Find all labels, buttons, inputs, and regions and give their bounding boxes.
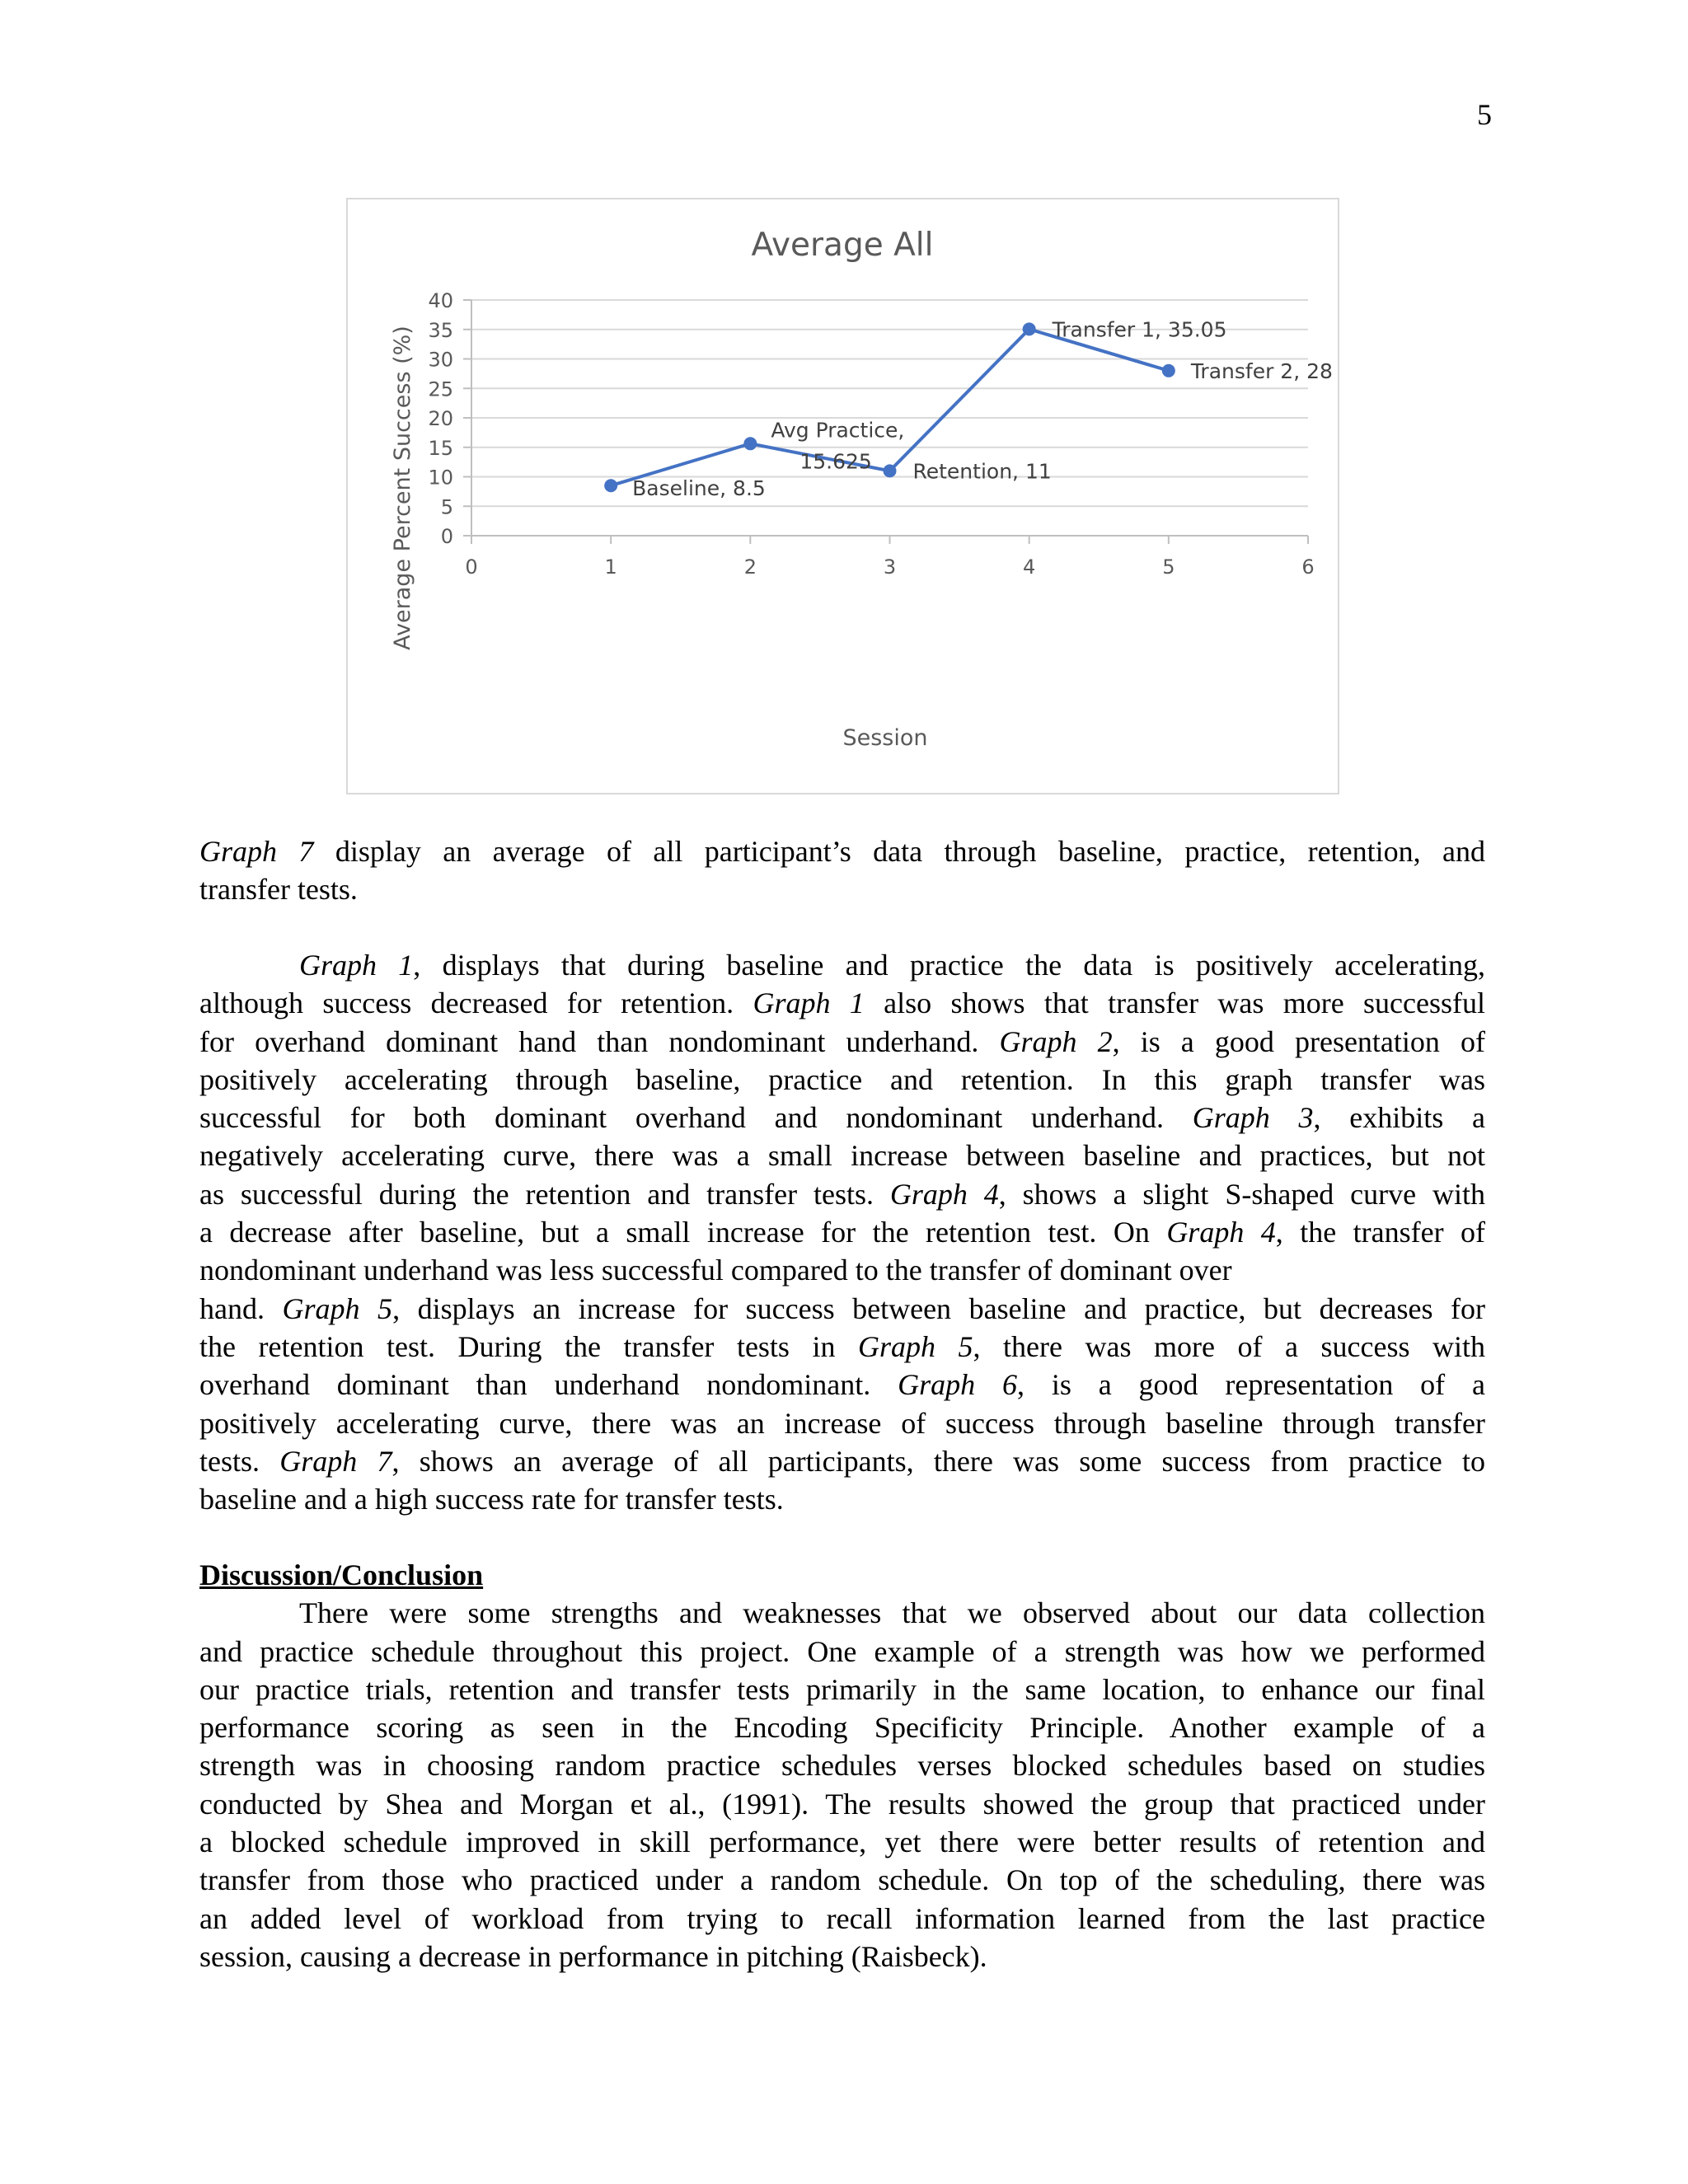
y-axis-title: Average Percent Success (%) xyxy=(390,326,415,650)
discussion-paragraph xyxy=(199,1594,1485,1975)
results-line-8: a decrease after baseline, but a small increase for the retention test. On Graph 4, the transfer of xyxy=(199,1216,1485,1249)
graph-ref: Graph 5 xyxy=(857,1329,973,1363)
page-number: 5 xyxy=(1477,98,1492,131)
data-point xyxy=(884,464,897,477)
x-tick-label: 3 xyxy=(883,555,897,579)
y-tick-label: 40 xyxy=(428,289,453,312)
graph-ref: Graph 1 xyxy=(753,987,865,1020)
graph-ref: Graph 4 xyxy=(889,1177,999,1211)
x-tick-label: 2 xyxy=(743,555,757,579)
results-line-2: although success decreased for retention. Graph 1 also shows that transfer was more successful xyxy=(199,987,1486,1020)
results-line-1: Graph 1, displays that during baseline and practice the data is positively accelerating, xyxy=(299,949,1485,982)
results-line-15: baseline and a high success rate for transfer tests. xyxy=(199,1483,784,1516)
series-line xyxy=(611,329,1169,485)
data-point xyxy=(743,437,757,450)
data-labels xyxy=(632,317,1333,500)
y-tick-label: 35 xyxy=(428,318,453,342)
graph-ref: Graph 6 xyxy=(898,1368,1017,1402)
discussion-line-1: There were some strengths and weaknesses that we observed about our data collection xyxy=(299,1596,1485,1630)
results-line-9: nondominant underhand was less successful compared to the transfer of dominant over xyxy=(199,1254,1232,1287)
graph-ref: Graph 7 xyxy=(199,835,314,868)
discussion-section xyxy=(199,1556,1485,1975)
discussion-line-3: our practice trials, retention and transfer tests primarily in the same location, to enhance our final xyxy=(199,1672,1485,1706)
y-tick-label: 10 xyxy=(428,466,453,490)
results-line-6: negatively accelerating curve, there was a small increase between baseline and practices, but not xyxy=(199,1139,1485,1173)
graph-ref: Graph 4 xyxy=(1166,1216,1276,1249)
series xyxy=(604,322,1175,492)
discussion-line-10: session, causing a decrease in performance in pitching (Raisbeck). xyxy=(199,1939,987,1973)
data-label: Baseline, 8.5 xyxy=(632,476,766,501)
results-line-4: positively accelerating through baseline, practice and retention. In this graph transfer was xyxy=(199,1062,1485,1096)
figure-caption xyxy=(199,832,1485,909)
y-tick-label: 0 xyxy=(440,525,453,548)
y-tick-label: 15 xyxy=(428,436,453,460)
results-line-13: positively accelerating curve, there was an increase of success through baseline through transfer xyxy=(199,1406,1485,1440)
data-label: Transfer 1, 35.05 xyxy=(1052,317,1227,342)
chart-average-all xyxy=(346,198,1339,794)
discussion-heading: Discussion/Conclusion xyxy=(199,1558,484,1591)
caption-line-1: Graph 7 display an average of all participant’s data through baseline, practice, retention, and xyxy=(199,835,1485,868)
results-line-10: hand. Graph 5, displays an increase for success between baseline and practice, but decreases for xyxy=(199,1291,1485,1325)
y-tick-label: 30 xyxy=(428,348,453,372)
y-tick-label: 5 xyxy=(440,495,453,519)
data-label: 15.625 xyxy=(799,449,872,474)
x-tick-label: 5 xyxy=(1162,555,1175,579)
results-line-5: successful for both dominant overhand and nondominant underhand. Graph 3, exhibits a xyxy=(199,1101,1485,1135)
caption-line-2: transfer tests. xyxy=(199,873,358,907)
discussion-line-5: strength was in choosing random practice schedules verses blocked schedules based on studies xyxy=(199,1749,1485,1783)
results-line-11: the retention test. During the transfer tests in Graph 5, there was more of a success with xyxy=(199,1329,1485,1363)
x-tick-label: 1 xyxy=(604,555,617,579)
data-label: Avg Practice, xyxy=(771,418,905,443)
line-chart xyxy=(348,199,1338,793)
discussion-line-4: performance scoring as seen in the Encoding Specificity Principle. Another example of a xyxy=(199,1711,1485,1745)
data-label: Transfer 2, 28 xyxy=(1190,359,1333,383)
data-point xyxy=(604,479,617,492)
y-tick-label: 20 xyxy=(428,407,453,430)
results-paragraph xyxy=(199,946,1485,1518)
discussion-line-6: conducted by Shea and Morgan et al., (1991). The results showed the group that practiced under xyxy=(199,1787,1485,1821)
results-line-12: overhand dominant than underhand nondominant. Graph 6, is a good representation of a xyxy=(199,1368,1485,1402)
discussion-line-2: and practice schedule throughout this project. One example of a strength was how we performed xyxy=(199,1634,1485,1668)
graph-ref: Graph 5 xyxy=(282,1291,393,1325)
results-line-14: tests. Graph 7, shows an average of all participants, there was some success from practice to xyxy=(199,1444,1485,1478)
discussion-line-8: transfer from those who practiced under a random schedule. On top of the scheduling, there was xyxy=(199,1863,1485,1897)
x-tick-label: 6 xyxy=(1301,555,1315,579)
x-tick-label: 4 xyxy=(1023,555,1036,579)
data-label: Retention, 11 xyxy=(912,459,1052,484)
graph-ref: Graph 7 xyxy=(279,1444,392,1478)
graph-ref: Graph 3 xyxy=(1192,1101,1314,1135)
chart-title: Average All xyxy=(751,227,934,264)
results-line-3: for overhand dominant hand than nondominant underhand. Graph 2, is a good presentation of xyxy=(199,1024,1485,1058)
y-tick-label: 25 xyxy=(428,377,453,401)
discussion-line-7: a blocked schedule improved in skill performance, yet there were better results of retention and xyxy=(199,1825,1485,1859)
x-tick-label: 0 xyxy=(465,555,478,579)
graph-ref: Graph 1 xyxy=(299,949,414,982)
graph-ref: Graph 2 xyxy=(999,1024,1113,1058)
results-line-7: as successful during the retention and transfer tests. Graph 4, shows a slight S-shaped curve with xyxy=(199,1177,1486,1211)
data-point xyxy=(1162,364,1175,377)
data-point xyxy=(1023,322,1036,335)
x-axis-title: Session xyxy=(842,725,928,751)
discussion-line-9: an added level of workload from trying to recall information learned from the last practice xyxy=(199,1901,1485,1935)
